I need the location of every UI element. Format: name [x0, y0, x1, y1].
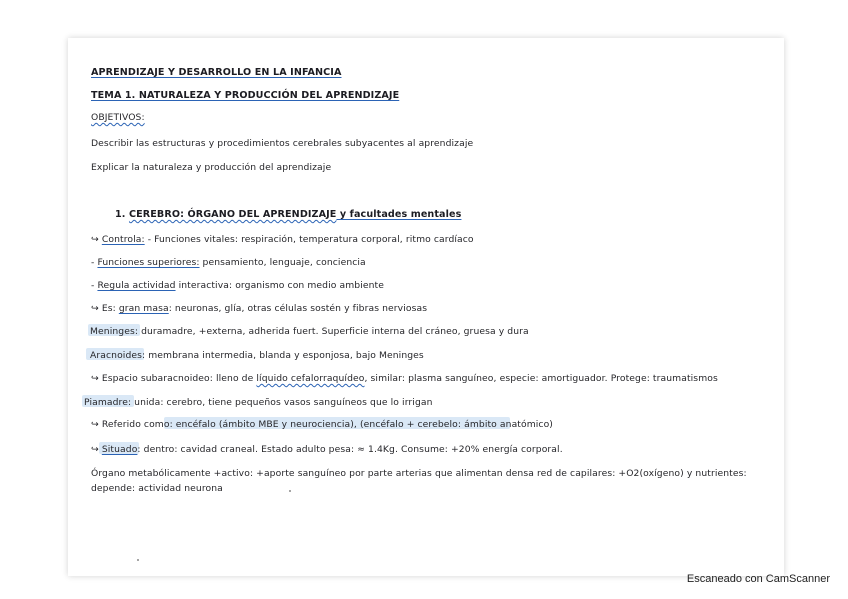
keyword-gran-masa: gran masa: [118, 303, 169, 314]
dash-prefix: -: [91, 257, 98, 268]
section-suffix: y facultades mentales: [336, 209, 462, 220]
line-controla: [91, 234, 474, 245]
line-aracnoides: Aracnoides: membrana intermedia, blanda y esponjosa, bajo Meninges: [90, 350, 424, 361]
line-text: - Funciones vitales: respiración, temperatura corporal, ritmo cardíaco: [144, 234, 474, 245]
line-piamadre: Piamadre: unida: cerebro, tiene pequeños vasos sanguíneos que lo irrigan: [84, 397, 433, 408]
arrow-icon: ↪: [91, 444, 102, 455]
line-text: : dentro: cavidad craneal. Estado adulto pesa: ≈ 1.4Kg. Consume: +20% energía corporal.: [137, 444, 563, 455]
section-number: 1.: [115, 209, 126, 220]
line-text: ↪ Espacio subaracnoideo: lleno de: [91, 373, 257, 384]
objectives-label: OBJETIVOS:: [91, 112, 145, 123]
line-situado: [91, 444, 563, 455]
keyword-controla: Controla:: [101, 234, 145, 245]
line-text: , similar: plasma sanguíneo, especie: amortiguador. Protege: traumatismos: [364, 373, 718, 384]
line-es: [91, 303, 427, 314]
objective-2: Explicar la naturaleza y producción del aprendizaje: [91, 162, 332, 173]
line-regula: [91, 280, 384, 291]
line-funciones-superiores: [91, 257, 366, 268]
arrow-icon: ↪: [91, 234, 102, 245]
section-heading: [115, 209, 461, 220]
line-text: interactiva: organismo con medio ambiente: [175, 280, 384, 291]
arrow-icon: ↪ Es:: [91, 303, 119, 314]
line-text: pensamiento, lenguaje, conciencia: [199, 257, 366, 268]
dash-prefix: -: [91, 280, 98, 291]
line-organo: Órgano metabólicamente +activo: +aporte sanguíneo por parte arterias que alimentan densa red de capilares: +O2(oxígeno) y nutrientes: depende: actividad neurona: [91, 468, 747, 494]
line-text: : neuronas, glía, otras células sostén y fibras nerviosas: [168, 303, 428, 314]
keyword-regula: Regula actividad: [97, 280, 176, 291]
keyword-funciones: Funciones superiores:: [97, 257, 200, 268]
line-meninges: Meninges: duramadre, +externa, adherida fuert. Superficie interna del cráneo, gruesa y dura: [90, 326, 529, 337]
scan-speck: [137, 559, 139, 561]
camscanner-watermark: Escaneado con CamScanner: [686, 573, 830, 585]
line-espacio-subaracnoideo: [91, 373, 718, 384]
objective-1: Describir las estructuras y procedimientos cerebrales subyacentes al aprendizaje: [91, 138, 474, 149]
line-referido: ↪ Referido como: encéfalo (ámbito MBE y neurociencia), (encéfalo + cerebelo: ámbito anatómico): [91, 419, 553, 430]
scan-speck: [289, 490, 291, 492]
keyword-liquido: líquido cefalorraquídeo: [256, 373, 365, 384]
topic-title: TEMA 1. NATURALEZA Y PRODUCCIÓN DEL APRENDIZAJE: [91, 90, 400, 101]
course-title: APRENDIZAJE Y DESARROLLO EN LA INFANCIA: [91, 67, 342, 78]
keyword-situado: Situado: [101, 444, 138, 455]
scanned-page: [68, 38, 784, 576]
section-title: CEREBRO: ÓRGANO DEL APRENDIZAJE: [128, 209, 337, 220]
